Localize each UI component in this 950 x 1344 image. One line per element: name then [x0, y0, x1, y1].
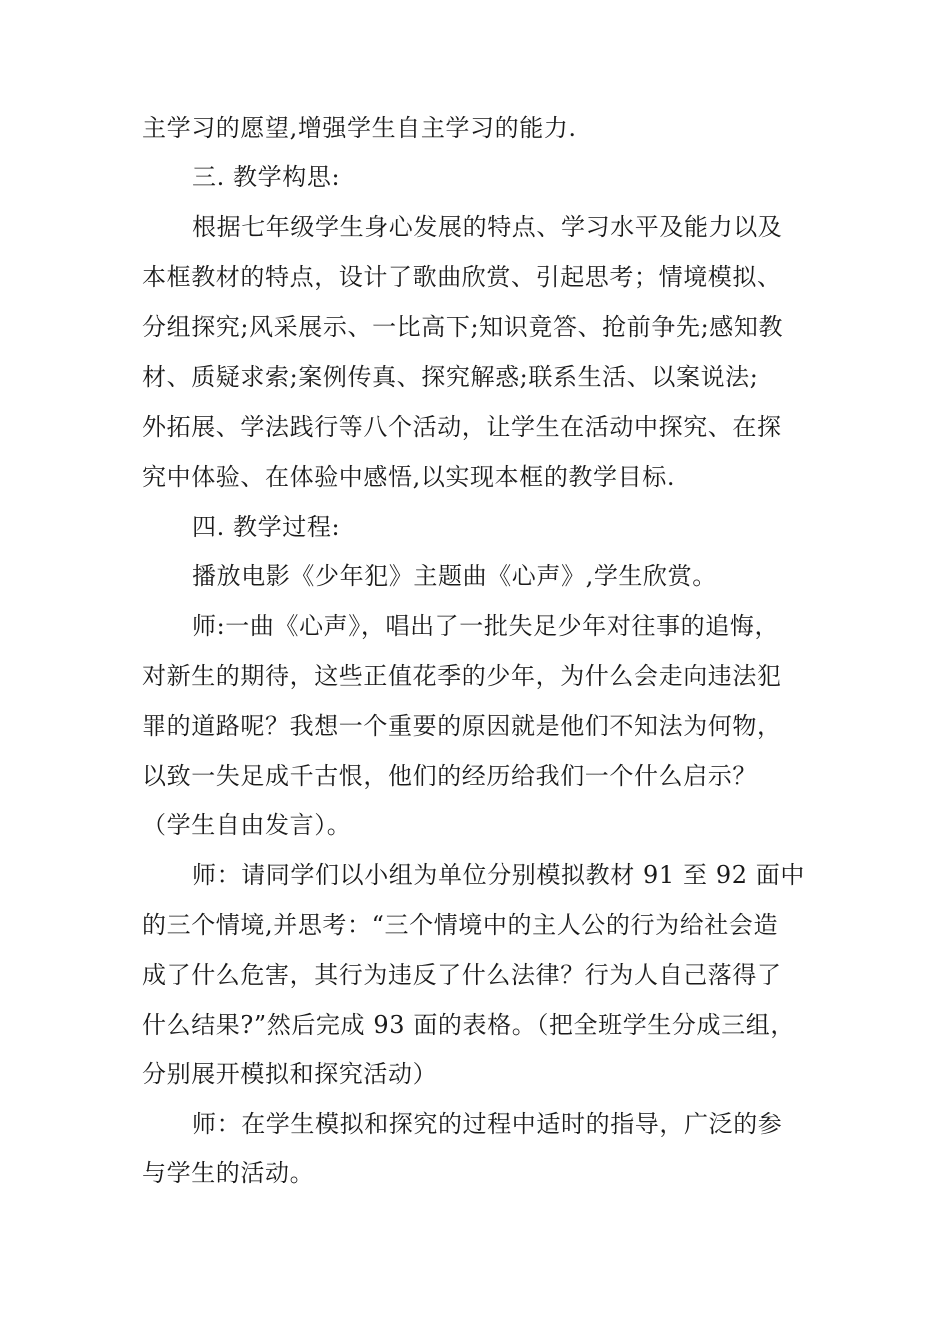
text-line: 师：请同学们以小组为单位分别模拟教材 91 至 92 面中: [192, 861, 805, 889]
text-line: 的三个情境,并思考：“三个情境中的主人公的行为给社会造: [142, 911, 779, 939]
text-line: 本框教材的特点，设计了歌曲欣赏、引起思考；情境模拟、: [142, 263, 782, 291]
section-heading-teaching-process: 四. 教学过程:: [192, 513, 341, 541]
text-line: 师:一曲《心声》，唱出了一批失足少年对往事的追悔，: [192, 612, 780, 640]
text-line: 对新生的期待，这些正值花季的少年，为什么会走向违法犯: [142, 662, 782, 690]
text-line: 播放电影《少年犯》主题曲《心声》,学生欣赏。: [192, 562, 717, 590]
text-line: 材、质疑求索;案例传真、探究解惑;联系生活、以案说法;: [142, 363, 759, 391]
text-line: 以致一失足成千古恨，他们的经历给我们一个什么启示？: [142, 762, 757, 790]
text-line: 师：在学生模拟和探究的过程中适时的指导，广泛的参: [192, 1110, 783, 1138]
text-line: 什么结果?”然后完成 93 面的表格。（把全班学生分成三组，: [142, 1011, 795, 1039]
text-line: 究中体验、在体验中感悟,以实现本框的教学目标.: [142, 463, 676, 491]
text-line: 主学习的愿望,增强学生自主学习的能力.: [142, 114, 577, 142]
text-line: （学生自由发言）。: [142, 811, 352, 839]
text-line: 成了什么危害，其行为违反了什么法律？行为人自己落得了: [142, 961, 782, 989]
text-line: 与学生的活动。: [142, 1159, 315, 1187]
text-line: 根据七年级学生身心发展的特点、学习水平及能力以及: [192, 213, 783, 241]
section-heading-teaching-concept: 三. 教学构思:: [192, 163, 341, 191]
text-line: 罪的道路呢？我想一个重要的原因就是他们不知法为何物，: [142, 712, 782, 740]
text-line: 分组探究;风采展示、一比高下;知识竟答、抢前争先;感知教: [142, 313, 784, 341]
text-line: 外拓展、学法践行等八个活动，让学生在活动中探究、在探: [142, 413, 782, 441]
text-line: 分别展开模拟和探究活动）: [142, 1060, 438, 1088]
